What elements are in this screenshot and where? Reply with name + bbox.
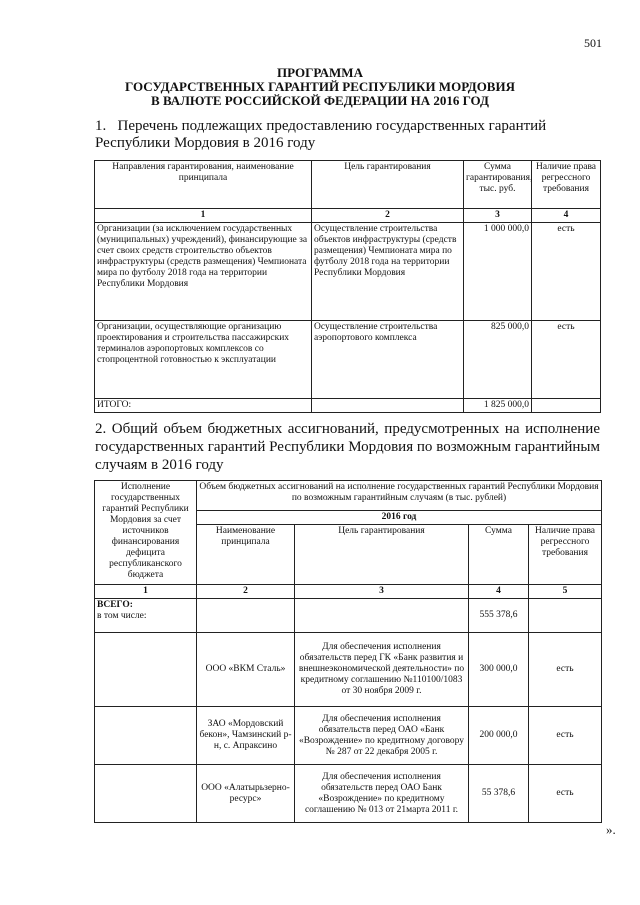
- total-amount: 1 825 000,0: [464, 399, 532, 413]
- closing-mark: ».: [606, 822, 616, 837]
- row-principal: Организации, осуществляющие организацию проектирования и строительства пассажирских терминалов аэропортовых комплексов со стопроцентной готовностью к эксплуатации: [95, 321, 312, 399]
- col-number: 3: [464, 209, 532, 223]
- header-purpose: Цель гарантирования: [295, 525, 469, 585]
- title-line-3: В ВАЛЮТЕ РОССИЙСКОЙ ФЕДЕРАЦИИ НА 2016 ГОД: [151, 93, 489, 108]
- row-purpose: Для обеспечения исполнения обязательств перед ОАО Банк «Возрождение» по кредитному соглашению № 013 от 21марта 2011 г.: [295, 765, 469, 823]
- header-group: Объем бюджетных ассигнований на исполнение государственных гарантий Республики Мордовия по возможным гарантийным случаям (в тыс. рублей): [197, 481, 602, 511]
- col-number: 2: [312, 209, 464, 223]
- table-row: [95, 765, 602, 823]
- total-empty: [529, 599, 602, 633]
- row-purpose: Для обеспечения исполнения обязательств перед ГК «Банк развития и внешнеэкономической деятельности» по кредитному соглашению №110100/1083 от 30 ноября 2009 г.: [295, 633, 469, 707]
- row-principal: ООО «Алатырьзерно-ресурс»: [197, 765, 295, 823]
- header-regress: Наличие права регрессного требования: [532, 161, 601, 209]
- row-empty: [95, 707, 197, 765]
- table-row: [95, 321, 601, 399]
- section-1-heading: 1. Перечень подлежащих предоставлению государственных гарантий Республики Мордовия в 2016 году: [95, 118, 547, 151]
- row-amount: 55 378,6: [469, 765, 529, 823]
- row-amount: 825 000,0: [464, 321, 532, 399]
- column-number-row: [95, 209, 601, 223]
- total-label-cell: [95, 599, 197, 633]
- header-amount: Сумма гарантирования, тыс. руб.: [464, 161, 532, 209]
- table-row: [95, 707, 602, 765]
- total-sublabel: в том числе:: [97, 611, 147, 621]
- total-amount: 555 378,6: [469, 599, 529, 633]
- row-purpose: Осуществление строительства аэропортового комплекса: [312, 321, 464, 399]
- header-amount: Сумма: [469, 525, 529, 585]
- row-empty: [95, 633, 197, 707]
- total-empty: [295, 599, 469, 633]
- col-number: 3: [295, 585, 469, 599]
- row-amount: 300 000,0: [469, 633, 529, 707]
- total-label: ВСЕГО:: [97, 600, 133, 610]
- row-regress: есть: [529, 707, 602, 765]
- page-number: 501: [584, 36, 602, 50]
- header-principal: Направления гарантирования, наименование принципала: [95, 161, 312, 209]
- col-number: 2: [197, 585, 295, 599]
- total-label: ИТОГО:: [95, 399, 312, 413]
- guarantees-table: [94, 160, 601, 413]
- total-empty: [532, 399, 601, 413]
- table-header-row: [95, 481, 602, 511]
- header-purpose: Цель гарантирования: [312, 161, 464, 209]
- col-number: 1: [95, 585, 197, 599]
- col-number: 1: [95, 209, 312, 223]
- row-amount: 1 000 000,0: [464, 223, 532, 321]
- row-regress: есть: [532, 321, 601, 399]
- header-execution-source: Исполнение государственных гарантий Республики Мордовия за счет источников финансирования дефицита республиканского бюджета: [95, 481, 197, 585]
- row-amount: 200 000,0: [469, 707, 529, 765]
- row-principal: Организации (за исключением государственных (муниципальных) учреждений), финансирующие за счет своих средств строительство объектов инфраструктуры (средств размещения) Чемпионата мира по футболу 2018 года на территории Республики Мордовия: [95, 223, 312, 321]
- row-regress: есть: [529, 765, 602, 823]
- col-number: 5: [529, 585, 602, 599]
- table-row: [95, 633, 602, 707]
- row-principal: ЗАО «Мордовский бекон», Чамзинский р-н, с. Апраксино: [197, 707, 295, 765]
- row-purpose: Осуществление строительства объектов инфраструктуры (средств размещения) Чемпионата мира по футболу 2018 года на территории Республики Мордовия: [312, 223, 464, 321]
- header-regress: Наличие права регрессного требования: [529, 525, 602, 585]
- total-row: [95, 399, 601, 413]
- col-number: 4: [532, 209, 601, 223]
- total-empty: [312, 399, 464, 413]
- row-principal: ООО «ВКМ Сталь»: [197, 633, 295, 707]
- section-2-heading: 2. Общий объем бюджетных ассигнований, предусмотренных на исполнение государственных гарантий Республики Мордовия по возможным гарантийным случаям в 2016 году: [95, 421, 600, 473]
- table-header-row: [95, 161, 601, 209]
- title-line-2: ГОСУДАРСТВЕННЫХ ГАРАНТИЙ РЕСПУБЛИКИ МОРДОВИЯ: [125, 79, 515, 94]
- document-title: [0, 66, 640, 108]
- row-empty: [95, 765, 197, 823]
- budget-allocations-table: [94, 480, 602, 823]
- row-purpose: Для обеспечения исполнения обязательств перед ОАО «Банк «Возрождение» по кредитному договору № 287 от 22 декабря 2005 г.: [295, 707, 469, 765]
- table-row: [95, 223, 601, 321]
- row-regress: есть: [529, 633, 602, 707]
- column-number-row: [95, 585, 602, 599]
- total-empty: [197, 599, 295, 633]
- header-principal: Наименование принципала: [197, 525, 295, 585]
- total-row: [95, 599, 602, 633]
- row-regress: есть: [532, 223, 601, 321]
- col-number: 4: [469, 585, 529, 599]
- title-line-1: ПРОГРАММА: [277, 65, 363, 80]
- header-year: 2016 год: [197, 511, 602, 525]
